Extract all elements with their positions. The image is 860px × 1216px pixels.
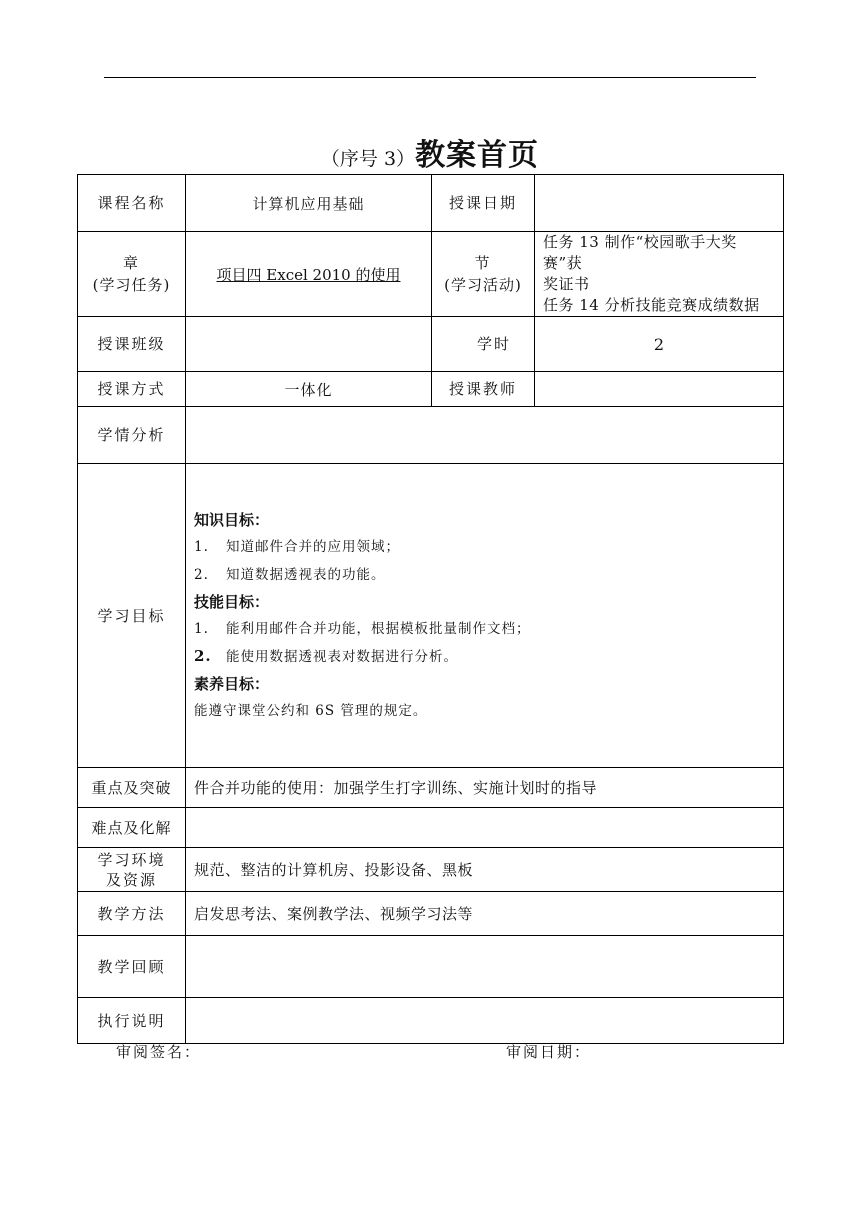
review-value <box>186 936 784 998</box>
lesson-plan-table <box>77 174 784 1044</box>
method-value: 一体化 <box>186 372 432 407</box>
quality-text: 能遵守课堂公约和 6S 管理的规定。 <box>194 702 428 719</box>
teaching-date-label: 授课日期 <box>432 175 535 232</box>
difficulty-label: 难点及化解 <box>78 808 186 848</box>
objectives-content <box>186 464 784 768</box>
chapter-label <box>78 232 186 317</box>
course-name-value: 计算机应用基础 <box>186 175 432 232</box>
review-label: 教学回顾 <box>78 936 186 998</box>
section-line-2: 奖证书 <box>543 275 590 293</box>
title-main: 教案首页 <box>415 138 540 173</box>
skill-item: 1. 能利用邮件合并功能，根据模板批量制作文档； <box>194 620 531 637</box>
exec-label: 执行说明 <box>78 998 186 1044</box>
env-label-line1: 学习环境 <box>97 850 166 869</box>
chapter-label-line1: 章 <box>122 254 140 272</box>
teaching-method-value: 启发思考法、案例教学法、视频学习法等 <box>186 892 784 936</box>
section-line-1: 任务 13 制作“校园歌手大奖赛”获 <box>543 233 737 272</box>
skill-item: 2. 能使用数据透视表对数据进行分析。 <box>194 646 458 665</box>
section-line-3: 任务 14 分析技能竞赛成绩数据 <box>543 296 760 314</box>
title-prefix: （序号 3） <box>320 148 416 170</box>
key-points-label: 重点及突破 <box>78 768 186 808</box>
hours-value: 2 <box>535 317 784 372</box>
row-analysis <box>78 407 784 464</box>
class-value <box>186 317 432 372</box>
chapter-label-line2: (学习任务) <box>92 276 171 294</box>
row-chapter <box>78 232 784 317</box>
chapter-value-text: 项目四 Excel 2010 的使用 <box>216 265 401 284</box>
chapter-value <box>186 232 432 317</box>
row-environment <box>78 848 784 892</box>
method-label: 授课方式 <box>78 372 186 407</box>
page-title <box>0 130 860 174</box>
quality-heading: 素养目标： <box>194 674 270 693</box>
class-label: 授课班级 <box>78 317 186 372</box>
knowledge-item: 1. 知道邮件合并的应用领域； <box>194 538 400 555</box>
row-course <box>78 175 784 232</box>
analysis-label: 学情分析 <box>78 407 186 464</box>
env-label-line2: 及资源 <box>105 870 157 889</box>
row-review <box>78 936 784 998</box>
section-label-line2: (学习活动) <box>444 276 522 294</box>
teaching-method-label: 教学方法 <box>78 892 186 936</box>
env-label <box>78 848 186 892</box>
env-value: 规范、整洁的计算机房、投影设备、黑板 <box>186 848 784 892</box>
analysis-value <box>186 407 784 464</box>
difficulty-value <box>186 808 784 848</box>
row-objectives <box>78 464 784 768</box>
row-method <box>78 372 784 407</box>
section-value <box>535 232 784 317</box>
exec-value <box>186 998 784 1044</box>
row-class <box>78 317 784 372</box>
row-execution <box>78 998 784 1044</box>
teaching-date-value <box>535 175 784 232</box>
teacher-value <box>535 372 784 407</box>
key-points-value: 件合并功能的使用：加强学生打字训练、实施计划时的指导 <box>186 768 784 808</box>
knowledge-heading: 知识目标： <box>194 510 270 529</box>
review-signature-label: 审阅签名： <box>116 1043 202 1061</box>
section-label <box>432 232 535 317</box>
section-label-line1: 节 <box>474 254 492 272</box>
header-rule <box>104 77 756 78</box>
review-date-label: 审阅日期： <box>506 1043 592 1061</box>
teacher-label: 授课教师 <box>432 372 535 407</box>
hours-label: 学时 <box>432 317 535 372</box>
knowledge-item: 2. 知道数据透视表的功能。 <box>194 566 386 583</box>
course-name-label: 课程名称 <box>78 175 186 232</box>
row-difficulty <box>78 808 784 848</box>
row-teaching-method <box>78 892 784 936</box>
row-key-points <box>78 768 784 808</box>
objectives-label: 学习目标 <box>78 464 186 768</box>
skill-heading: 技能目标： <box>194 592 270 611</box>
